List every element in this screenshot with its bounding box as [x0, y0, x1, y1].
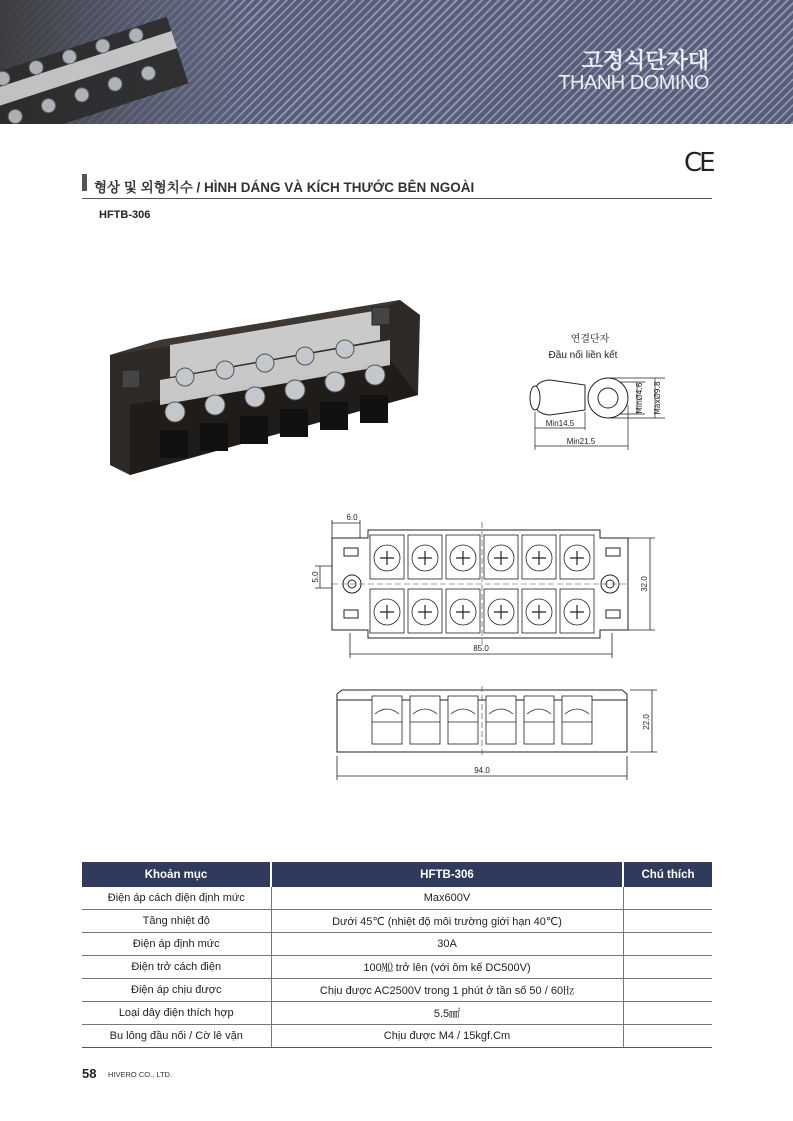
top-dim-85-0: 85.0 [473, 644, 489, 653]
row-note [623, 910, 712, 933]
row-item: Loại dây điện thích hợp [82, 1002, 271, 1025]
banner-title-korean: 고정식단자대 [581, 48, 709, 73]
spec-table-header-row [82, 862, 712, 887]
header-item: Khoản mục [82, 862, 271, 887]
top-dim-32-0: 32.0 [640, 576, 649, 592]
header-notes: Chú thích [623, 862, 712, 887]
table-row [82, 887, 712, 910]
row-note [623, 956, 712, 979]
top-dim-6-0: 6.0 [346, 513, 358, 522]
row-value: Chịu được AC2500V trong 1 phút ở tần số 50 / 60㎐ [271, 979, 623, 1002]
lug-dim-min-21-5: Min21.5 [566, 437, 596, 446]
row-item: Điện trở cách điện [82, 956, 271, 979]
section-heading-bar [82, 174, 87, 191]
section-heading-text: 형상 및 외형치수 / HÌNH DÁNG VÀ KÍCH THƯỚC BÊN NGOÀI [94, 180, 475, 195]
ce-certification-mark: CE [684, 148, 713, 178]
table-row [82, 979, 712, 1002]
header-model: HFTB-306 [271, 862, 623, 887]
spec-table [82, 862, 712, 1048]
table-row [82, 933, 712, 956]
lug-label-korean: 연결단자 [570, 334, 610, 345]
table-row [82, 910, 712, 933]
table-row [82, 956, 712, 979]
row-item: Điện áp chịu được [82, 979, 271, 1002]
table-row [82, 1025, 712, 1048]
row-value: Chịu được M4 / 15kgf.Cm [271, 1025, 623, 1048]
lug-label-vietnamese: Đầu nối liền kết [548, 350, 618, 361]
ring-lug-drawing [515, 330, 665, 455]
row-item: Bu lông đầu nối / Cờ lê vặn [82, 1025, 271, 1048]
side-dim-94-0: 94.0 [474, 766, 490, 775]
terminal-block-banner-photo [0, 0, 250, 124]
top-view-drawing [310, 508, 665, 666]
lug-dim-max-phi-9-8: MaxØ9.8 [653, 381, 662, 415]
row-note [623, 887, 712, 910]
lug-dim-min-phi-4-6: MinØ4.6 [635, 382, 644, 414]
top-dim-5-0: 5.0 [311, 571, 320, 583]
row-item: Điện áp cách điện định mức [82, 887, 271, 910]
lug-dim-min-14-5: Min14.5 [545, 419, 575, 428]
row-note [623, 933, 712, 956]
side-view-drawing [322, 682, 662, 782]
company-name: HIVERO CO., LTD. [108, 1070, 173, 1079]
product-photo [100, 285, 430, 485]
row-note [623, 1002, 712, 1025]
page-number: 58 [82, 1066, 97, 1081]
row-value: Max600V [271, 887, 623, 910]
section-heading [82, 172, 712, 199]
row-note [623, 1025, 712, 1048]
side-dim-22-0: 22.0 [642, 714, 651, 730]
header-banner [0, 0, 793, 124]
row-note [623, 979, 712, 1002]
row-value: 5.5㎟ [271, 1002, 623, 1025]
model-label: HFTB-306 [99, 209, 151, 221]
row-value: 100㏁ trở lên (với ôm kế DC500V) [271, 956, 623, 979]
row-value: Dưới 45℃ (nhiệt độ môi trường giới hạn 40℃) [271, 910, 623, 933]
table-row [82, 1002, 712, 1025]
banner-title-vietnamese: THANH DOMINO [558, 72, 709, 94]
row-item: Điện áp định mức [82, 933, 271, 956]
row-value: 30A [271, 933, 623, 956]
row-item: Tăng nhiệt độ [82, 910, 271, 933]
